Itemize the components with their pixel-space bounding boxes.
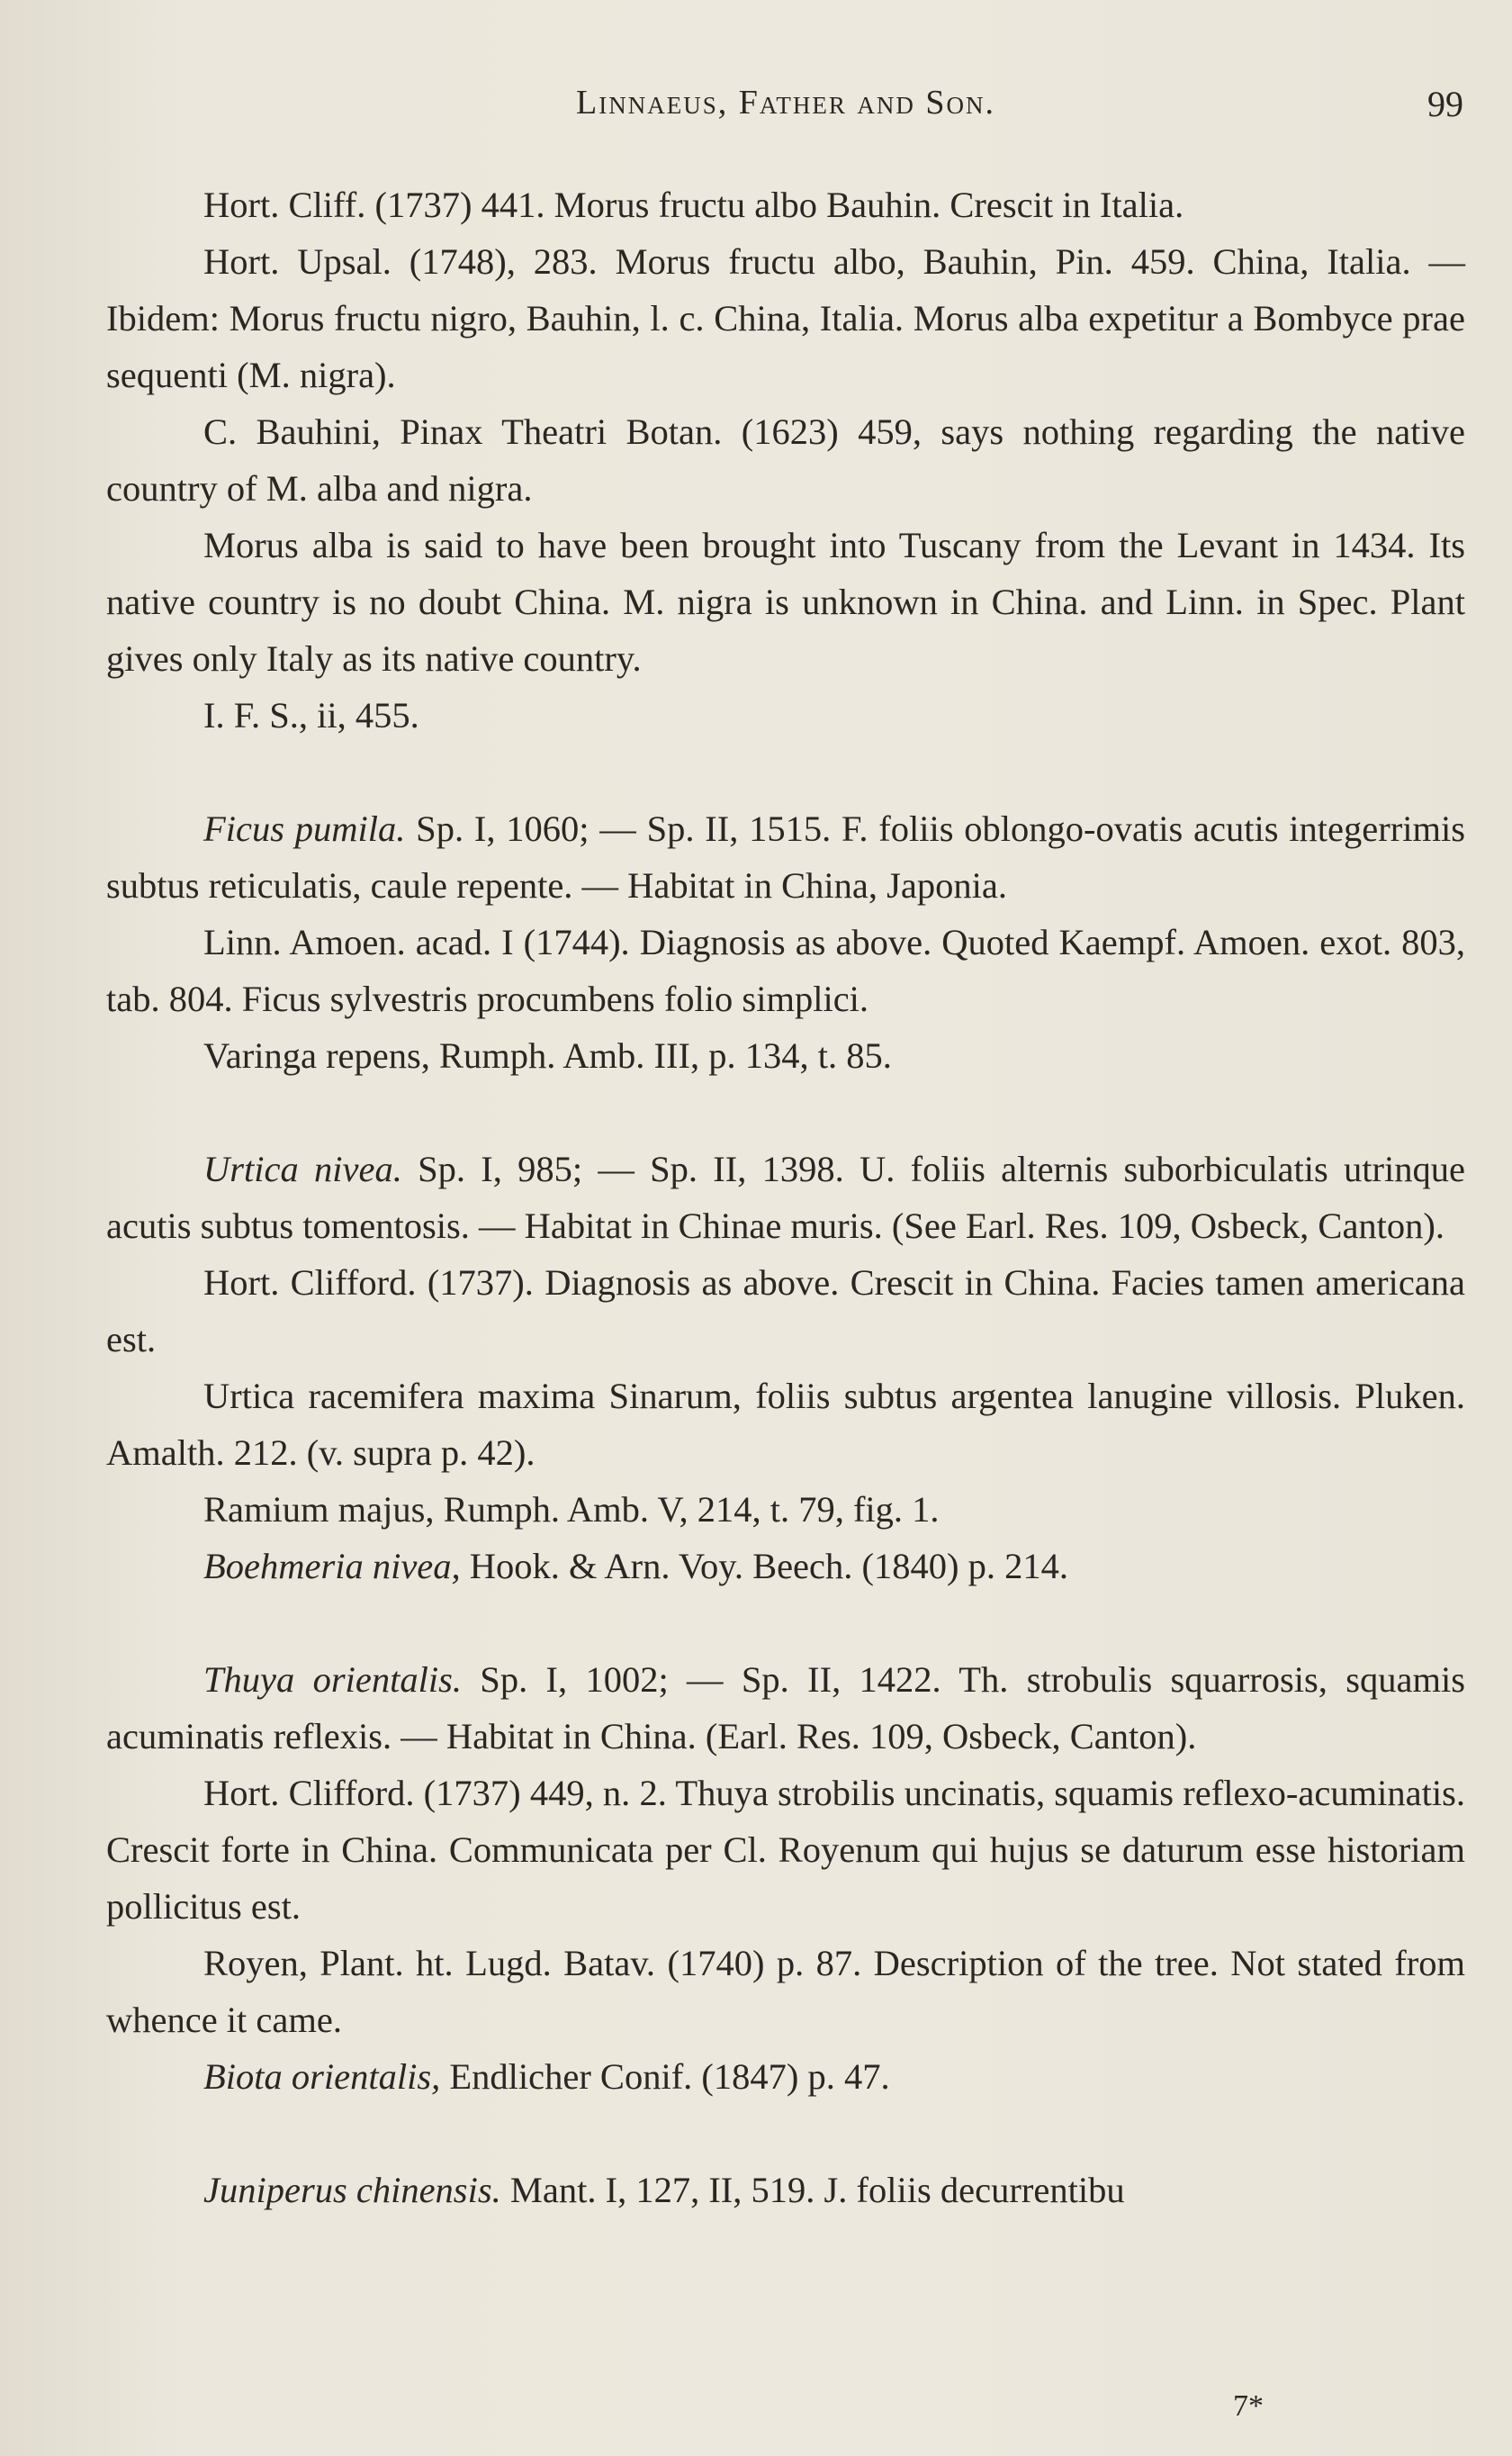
urtica-paragraph-3: Urtica racemifera maxima Sinarum, foliis subtus argentea lanugine villosis. Pluken. Amalth. 212. (v. supra p. 42). [106,1376,1465,1473]
species-name: Thuya orientalis. [203,1659,462,1700]
section-gap [106,1084,1465,1141]
running-head: Linnaeus, Father and Son. [576,84,995,122]
urtica-paragraph-4: Ramium majus, Rumph. Amb. V, 214, t. 79, fig. 1. [203,1489,940,1530]
synonym-text: Endlicher Conif. (1847) p. 47. [440,2056,890,2097]
morus-paragraph-2: Hort. Upsal. (1748), 283. Morus fructu albo, Bauhin, Pin. 459. China, Italia. — Ibidem: Morus fructu nigro, Bauhin, l. c. China, Italia. Morus alba expetitur a Bombyce prae sequenti (M. nigra). [106,241,1465,395]
urtica-entry [106,1141,1465,1254]
morus-paragraph-1: Hort. Cliff. (1737) 441. Morus fructu albo Bauhin. Crescit in Italia. [203,185,1184,225]
thuya-entry [106,1651,1465,1765]
page-number: 99 [1427,84,1463,124]
ficus-paragraph-2: Linn. Amoen. acad. I (1744). Diagnosis as above. Quoted Kaempf. Amoen. exot. 803, tab. 804. Ficus sylvestris procumbens folio simplici. [106,922,1465,1019]
species-name: Urtica nivea. [203,1149,402,1189]
morus-paragraph-4: Morus alba is said to have been brought into Tuscany from the Levant in 1434. Its native country is no doubt China. M. nigra is unknown in China. and Linn. in Spec. Plant gives only Italy as its native country. [106,525,1465,679]
section-gap [106,744,1465,800]
entry-text: Mant. I, 127, II, 519. J. foliis decurrentibu [500,2170,1125,2210]
ficus-entry [106,800,1465,914]
page-header [108,83,1463,137]
signature-mark: 7* [1233,2389,1264,2423]
juniperus-entry [106,2162,1465,2218]
body-text [106,176,1465,2218]
synonym-text: Hook. & Arn. Voy. Beech. (1840) p. 214. [460,1546,1068,1586]
morus-paragraph-5: I. F. S., ii, 455. [203,695,419,736]
entry-text: Sp. I, 1002; — Sp. II, 1422. Th. strobulis squarrosis, squamis acuminatis reflexis. — Habitat in China. (Earl. Res. 109, Osbeck, Canton). [106,1659,1465,1756]
thuya-paragraph-4 [106,2048,1465,2105]
species-name: Juniperus chinensis. [203,2170,501,2210]
entry-text: Sp. I, 985; — Sp. II, 1398. U. foliis alternis suborbiculatis utrinque acutis subtus tomentosis. — Habitat in Chinae muris. (See Earl. Res. 109, Osbeck, Canton). [106,1149,1465,1246]
synonym-name: Biota orientalis, [203,2056,441,2097]
section-gap [106,2105,1465,2162]
thuya-paragraph-2: Hort. Clifford. (1737) 449, n. 2. Thuya strobilis uncinatis, squamis reflexo-acuminatis. Crescit forte in China. Communicata per Cl. Royenum qui hujus se daturum esse historiam pollicitus est. [106,1773,1465,1927]
morus-paragraph-3: C. Bauhini, Pinax Theatri Botan. (1623) 459, says nothing regarding the native country of M. alba and nigra. [106,411,1465,509]
species-name: Ficus pumila. [203,808,406,849]
entry-text: Sp. I, 1060; — Sp. II, 1515. F. foliis oblongo-ovatis acutis integerrimis subtus reticulatis, caule repente. — Habitat in China, Japonia. [106,808,1465,906]
ficus-paragraph-3: Varinga repens, Rumph. Amb. III, p. 134, t. 85. [203,1035,892,1076]
section-gap [106,1594,1465,1651]
thuya-paragraph-3: Royen, Plant. ht. Lugd. Batav. (1740) p. 87. Description of the tree. Not stated from whence it came. [106,1943,1465,2040]
urtica-paragraph-5 [106,1538,1465,1594]
synonym-name: Boehmeria nivea, [203,1546,461,1586]
urtica-paragraph-2: Hort. Clifford. (1737). Diagnosis as above. Crescit in China. Facies tamen americana est. [106,1262,1465,1359]
